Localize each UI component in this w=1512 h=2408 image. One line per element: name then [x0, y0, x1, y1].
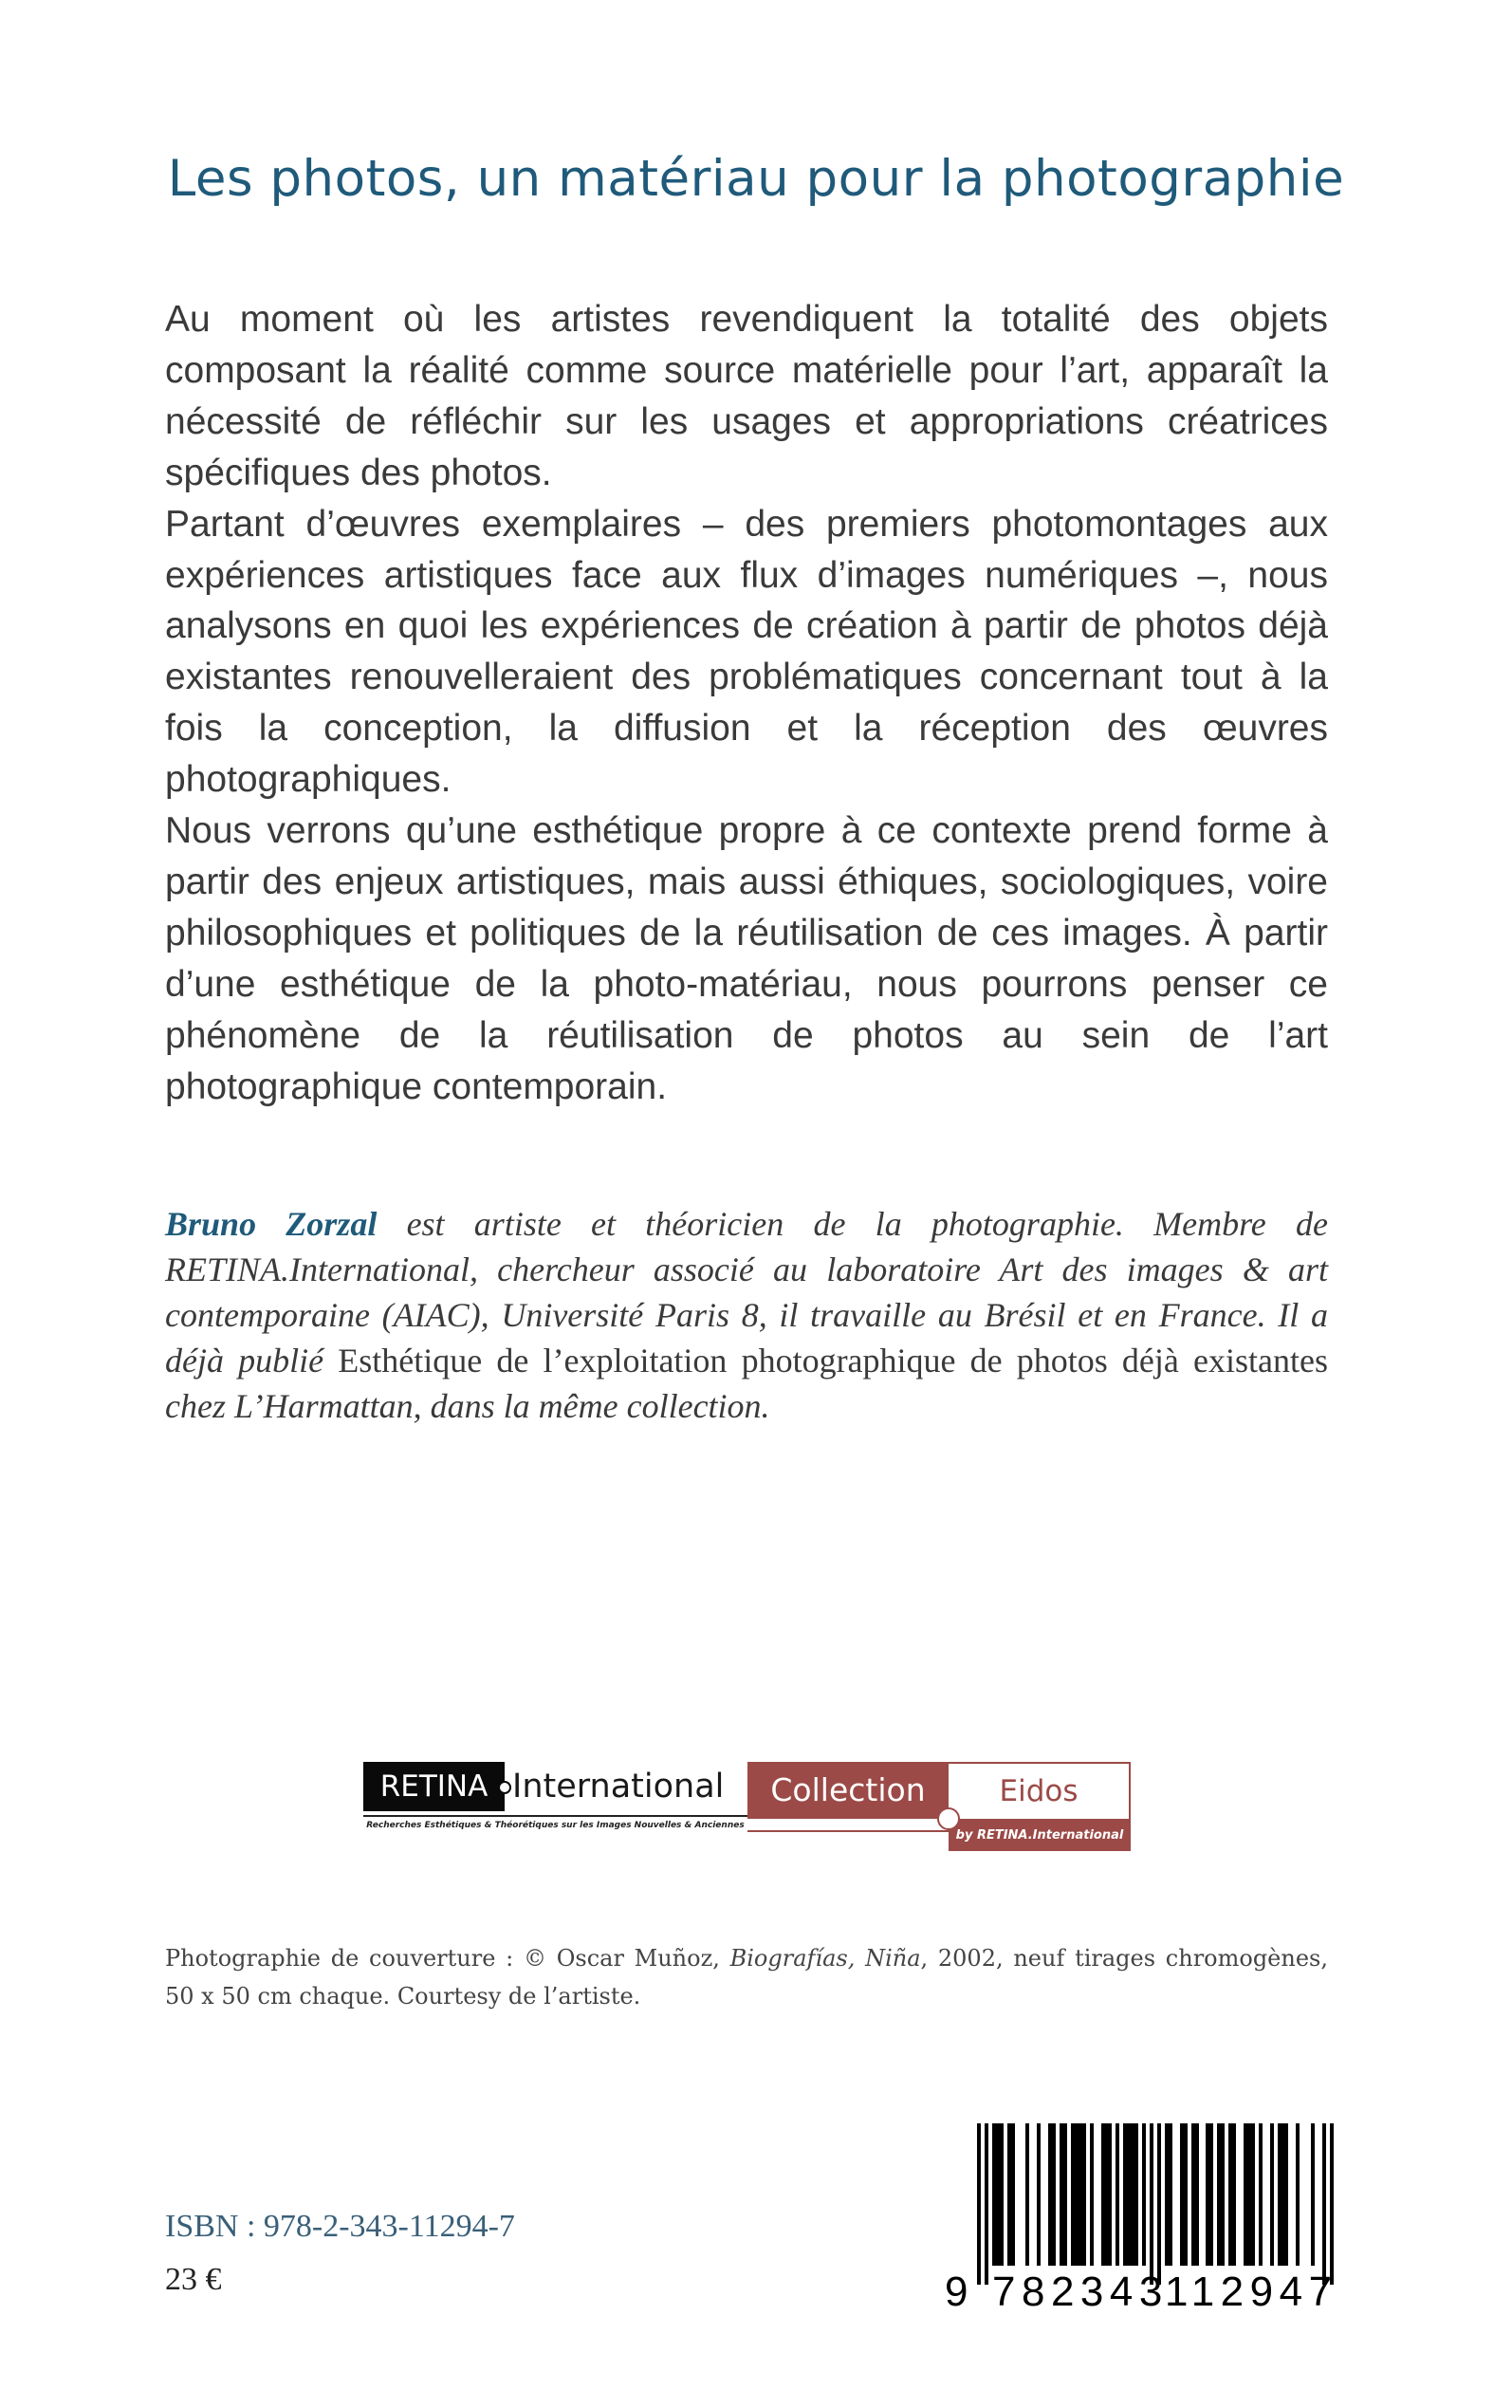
isbn: ISBN : 978-2-343-11294-7 — [165, 2209, 515, 2244]
author-bio — [165, 1201, 1328, 1429]
barcode-bar — [1123, 2123, 1138, 2266]
credit-work-title: Biografías, Niña — [729, 1945, 921, 1972]
barcode-bar — [1191, 2123, 1199, 2266]
barcode-bar — [1296, 2123, 1300, 2266]
barcode-left-digits: 782343 — [992, 2269, 1169, 2315]
barcode-bar — [985, 2123, 988, 2285]
previous-book-title: Esthétique de l’exploitation photographique de photos déjà existantes — [338, 1342, 1328, 1380]
barcode-bar — [1142, 2123, 1146, 2266]
collection-by-label: by RETINA.International — [949, 1821, 1131, 1851]
author-name: Bruno Zorzal — [165, 1205, 378, 1243]
barcode-bar — [1259, 2123, 1263, 2266]
author-bio-end: chez L’Harmattan, dans la même collection. — [165, 1387, 770, 1425]
collection-label: Collection — [747, 1762, 949, 1819]
retina-logo-international: International — [512, 1768, 725, 1806]
blurb — [165, 294, 1328, 1113]
credit-suffix: , 2002, neuf tirages chromogènes, 50 x 50 cm chaque. Courtesy de l’artiste. — [165, 1945, 1328, 2010]
barcode-bar — [1217, 2123, 1225, 2266]
blurb-paragraph-3: Nous verrons qu’une esthétique propre à ce contexte prend forme à partir des enjeux artistiques, mais aussi éthiques, sociologiques, voire philosophiques et politiques de la réutilisation de ces images. À partir d’une esthétique de la photo-matériau, nous pourrons penser ce phénomène de la réutilisation de photos au sein de l’art photographique contemporain. — [165, 810, 1328, 1107]
eidos-label: Eidos — [949, 1762, 1131, 1821]
retina-logo-box: RETINA — [363, 1762, 505, 1811]
credit-prefix: Photographie de couverture : © Oscar Muñoz, — [165, 1945, 730, 1972]
collection-rule — [747, 1830, 949, 1832]
retina-logo-rule — [363, 1815, 747, 1817]
price: 23 € — [165, 2262, 222, 2297]
barcode-bar — [1157, 2123, 1161, 2285]
barcode-bar — [1090, 2123, 1094, 2266]
barcode-bar — [1270, 2123, 1274, 2266]
blurb-paragraph-1: Au moment où les artistes revendiquent la totalité des objets composant la réalité comme source matérielle pour l’art, apparaît la nécessité de réfléchir sur les usages et appropriations créatrices spécifiques des photos. — [165, 299, 1328, 493]
barcode-bar — [1101, 2123, 1113, 2266]
page-title: Les photos, un matériau pour la photographie — [167, 150, 1345, 208]
barcode — [937, 2123, 1336, 2323]
barcode-bar — [992, 2123, 1004, 2266]
barcode-bar — [1322, 2123, 1326, 2285]
barcode-bars — [977, 2123, 1334, 2266]
blurb-paragraph-2: Partant d’œuvres exemplaires – des premiers photomontages aux expériences artistiques face aux flux d’images numériques –, nous analysons en quoi les expériences de création à partir de photos déjà existantes renouvelleraient des problématiques concernant tout à la fois la conception, la diffusion et la réception des œuvres photographiques. — [165, 503, 1328, 801]
barcode-bar — [1025, 2123, 1029, 2266]
barcode-bar — [1330, 2123, 1334, 2285]
barcode-bar — [1060, 2123, 1067, 2266]
barcode-bar — [1007, 2123, 1015, 2266]
collection-eidos-logo — [747, 1762, 1131, 1853]
barcode-bar — [1116, 2123, 1119, 2266]
barcode-bar — [1037, 2123, 1041, 2266]
cover-photo-credit — [165, 1939, 1328, 2015]
barcode-bar — [1278, 2123, 1289, 2266]
retina-dot-icon — [498, 1781, 511, 1794]
barcode-bar — [1311, 2123, 1315, 2266]
barcode-bar — [1048, 2123, 1056, 2266]
barcode-bar — [977, 2123, 981, 2285]
barcode-right-digits: 112947 — [1165, 2269, 1338, 2315]
barcode-bar — [1228, 2123, 1236, 2266]
barcode-bar — [1244, 2123, 1255, 2266]
barcode-bar — [1180, 2123, 1188, 2266]
author-bio-text: est artiste et théoricien de la photographie. Membre de RETINA.International, chercheur associé au laboratoire Art des images & art contemporaine (AIAC), Université Paris 8, il travaille au Brésil et en France. Il a déjà publié — [165, 1205, 1329, 1380]
barcode-bar — [1165, 2123, 1172, 2266]
retina-logo-tagline: Recherches Esthétiques & Théorétiques sur les Images Nouvelles & Anciennes — [366, 1821, 745, 1830]
collection-dot-icon — [937, 1807, 960, 1830]
barcode-first-digit: 9 — [945, 2269, 974, 2315]
retina-international-logo — [363, 1762, 747, 1842]
barcode-bar — [1206, 2123, 1213, 2266]
barcode-bar — [1071, 2123, 1086, 2266]
barcode-bar — [1150, 2123, 1153, 2285]
